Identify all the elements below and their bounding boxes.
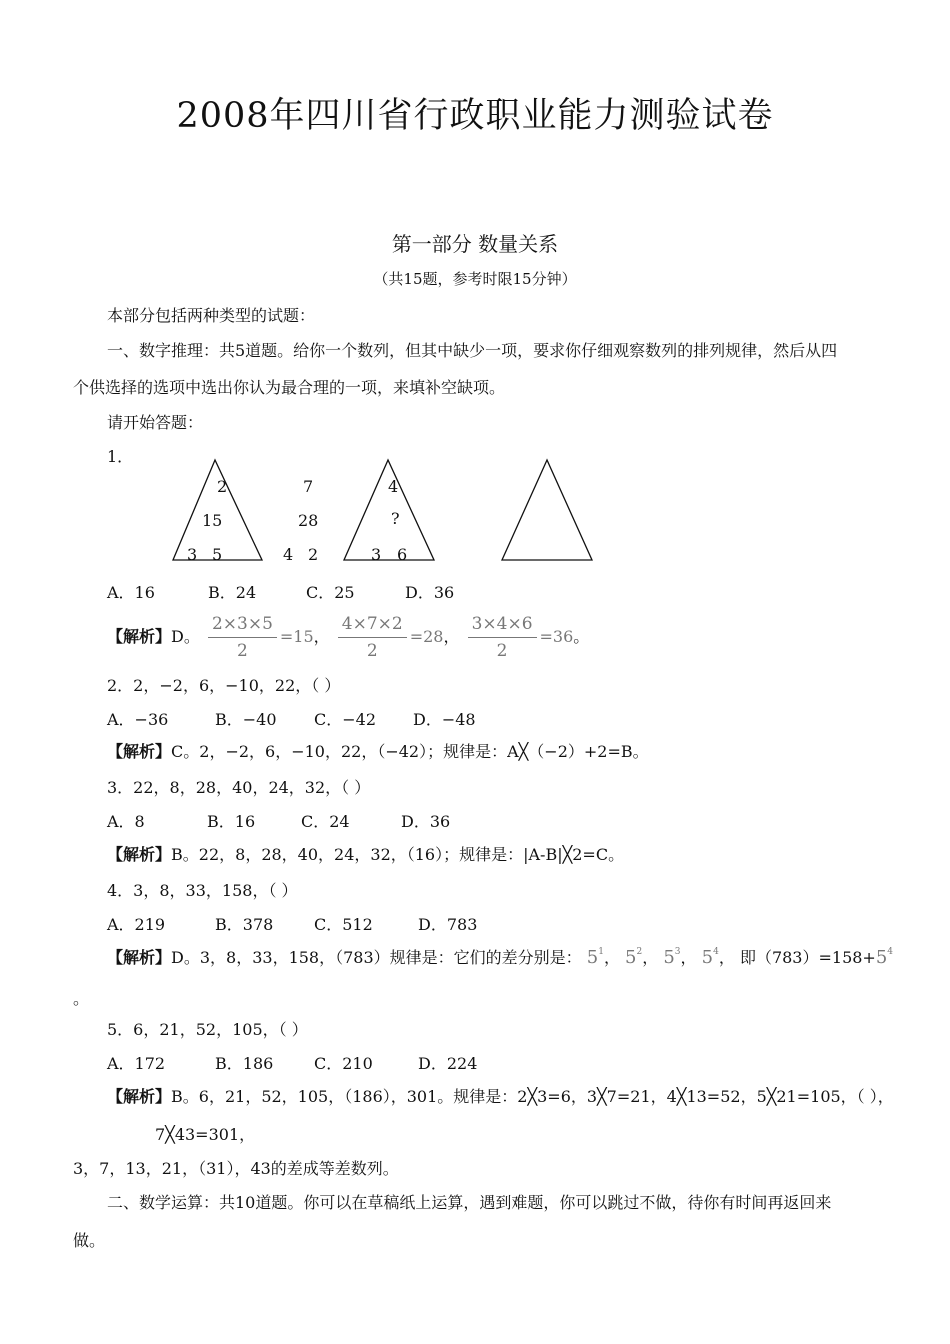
triangle-2-bottom-left: 4	[283, 545, 294, 564]
option: B．−40	[215, 710, 277, 729]
question-text: 4．3，8，33，158，（ ）	[107, 881, 298, 900]
analysis-tag: 【解析】	[107, 948, 172, 967]
section-subheading: （共15题，参考时限15分钟）	[373, 270, 577, 288]
fraction: $\frac{2\times 3\times 5}{2}$	[208, 614, 277, 661]
question-text: 3．22，8，28，40，24，32，（ ）	[107, 778, 371, 797]
intro-line: 个供选择的选项中选出你认为最合理的一项，来填补空缺项。	[73, 378, 506, 397]
section-heading: 第一部分 数量关系	[391, 232, 559, 256]
analysis-answer: D。	[171, 627, 200, 646]
option: A．8	[107, 812, 145, 831]
option: C．25	[306, 583, 355, 602]
option: D．−48	[413, 710, 476, 729]
triangle-4	[502, 460, 592, 560]
triangle-3	[344, 460, 434, 560]
triangle-1-bottom-right: 5	[212, 545, 223, 564]
triangle-2-top: 7	[303, 477, 314, 496]
analysis: 【解析】D。3，8，33，158，（783）规律是：它们的差分别是： $5^1$， $5^2$， $5^3$， $5^4$， 即$(783)=158+5^4$	[107, 947, 894, 968]
analysis: 【解析】D。 $\frac{2\times 3\times 5}{2}$ =15， $\frac{4\times 7\times 2}{2}$ =28， $\frac{3\times 4\times 6}{2}$ =36。	[107, 614, 590, 661]
intro-line: 本部分包括两种类型的试题：	[107, 306, 316, 325]
analysis: 【解析】B。22，8，28，40，24，32，（16）；规律是：|A-B|╳2=C。	[107, 845, 625, 864]
question-text: 2．2，−2，6，−10，22，（ ）	[107, 676, 341, 695]
option: B．16	[207, 812, 256, 831]
analysis: 【解析】C。2，−2，6，−10，22，（−42）；规律是：A╳（−2）+2=B。	[107, 742, 649, 761]
option: B．24	[208, 583, 257, 602]
option: B．378	[215, 915, 274, 934]
option: A．172	[107, 1054, 166, 1073]
analysis-line: 7╳43=301，	[155, 1125, 256, 1144]
fraction: $\frac{3\times 4\times 6}{2}$	[468, 614, 537, 661]
triangle-3-bottom-left: 3	[371, 545, 382, 564]
option: C．−42	[314, 710, 377, 729]
intro-line: 一、数字推理：共5道题。给你一个数列，但其中缺少一项，要求你仔细观察数列的排列规律，然后从四	[107, 341, 838, 360]
option: D．36	[401, 812, 451, 831]
document-title: 2008年四川省行政职业能力测验试卷	[176, 96, 774, 136]
triangle-3-top: 4	[388, 477, 399, 496]
option: B．186	[215, 1054, 274, 1073]
option: C．512	[314, 915, 373, 934]
analysis-line: 3，7，13，21，（31），43的差成等差数列。	[73, 1159, 399, 1178]
triangle-2-bottom-right: 2	[308, 545, 319, 564]
triangle-figure	[170, 455, 610, 570]
triangle-1-middle: 15	[202, 511, 223, 530]
option: D．783	[418, 915, 478, 934]
analysis-tag: 【解析】	[107, 845, 172, 864]
analysis-tag: 【解析】	[107, 627, 172, 646]
analysis: 【解析】B。6，21，52，105，（186），301。规律是：2╳3=6，3╳7=21，4╳13=52，5╳21=105，（ ），	[107, 1087, 894, 1106]
part2-intro: 二、数学运算：共10道题。你可以在草稿纸上运算，遇到难题，你可以跳过不做，待你有时间再返回来	[107, 1193, 832, 1212]
triangle-2-middle: 28	[298, 511, 319, 530]
option: C．210	[314, 1054, 373, 1073]
triangle-3-middle: ?	[391, 509, 400, 528]
analysis-tag: 【解析】	[107, 742, 172, 761]
option: D．36	[405, 583, 455, 602]
triangle-3-bottom-right: 6	[397, 545, 408, 564]
option: A．219	[107, 915, 166, 934]
question-text: 5．6，21，52，105，（ ）	[107, 1020, 308, 1039]
question-number: 1．	[107, 447, 134, 466]
option: C．24	[301, 812, 350, 831]
triangle-1-top: 2	[217, 477, 228, 496]
option: D．224	[418, 1054, 478, 1073]
fraction: $\frac{4\times 7\times 2}{2}$	[338, 614, 407, 661]
triangle-1-bottom-left: 3	[187, 545, 198, 564]
option: A．−36	[107, 710, 169, 729]
intro-line: 请开始答题：	[107, 413, 204, 432]
analysis-end: 。	[73, 989, 90, 1008]
analysis-tag: 【解析】	[107, 1087, 172, 1106]
option: A．16	[107, 583, 155, 602]
part2-intro: 做。	[73, 1231, 106, 1250]
